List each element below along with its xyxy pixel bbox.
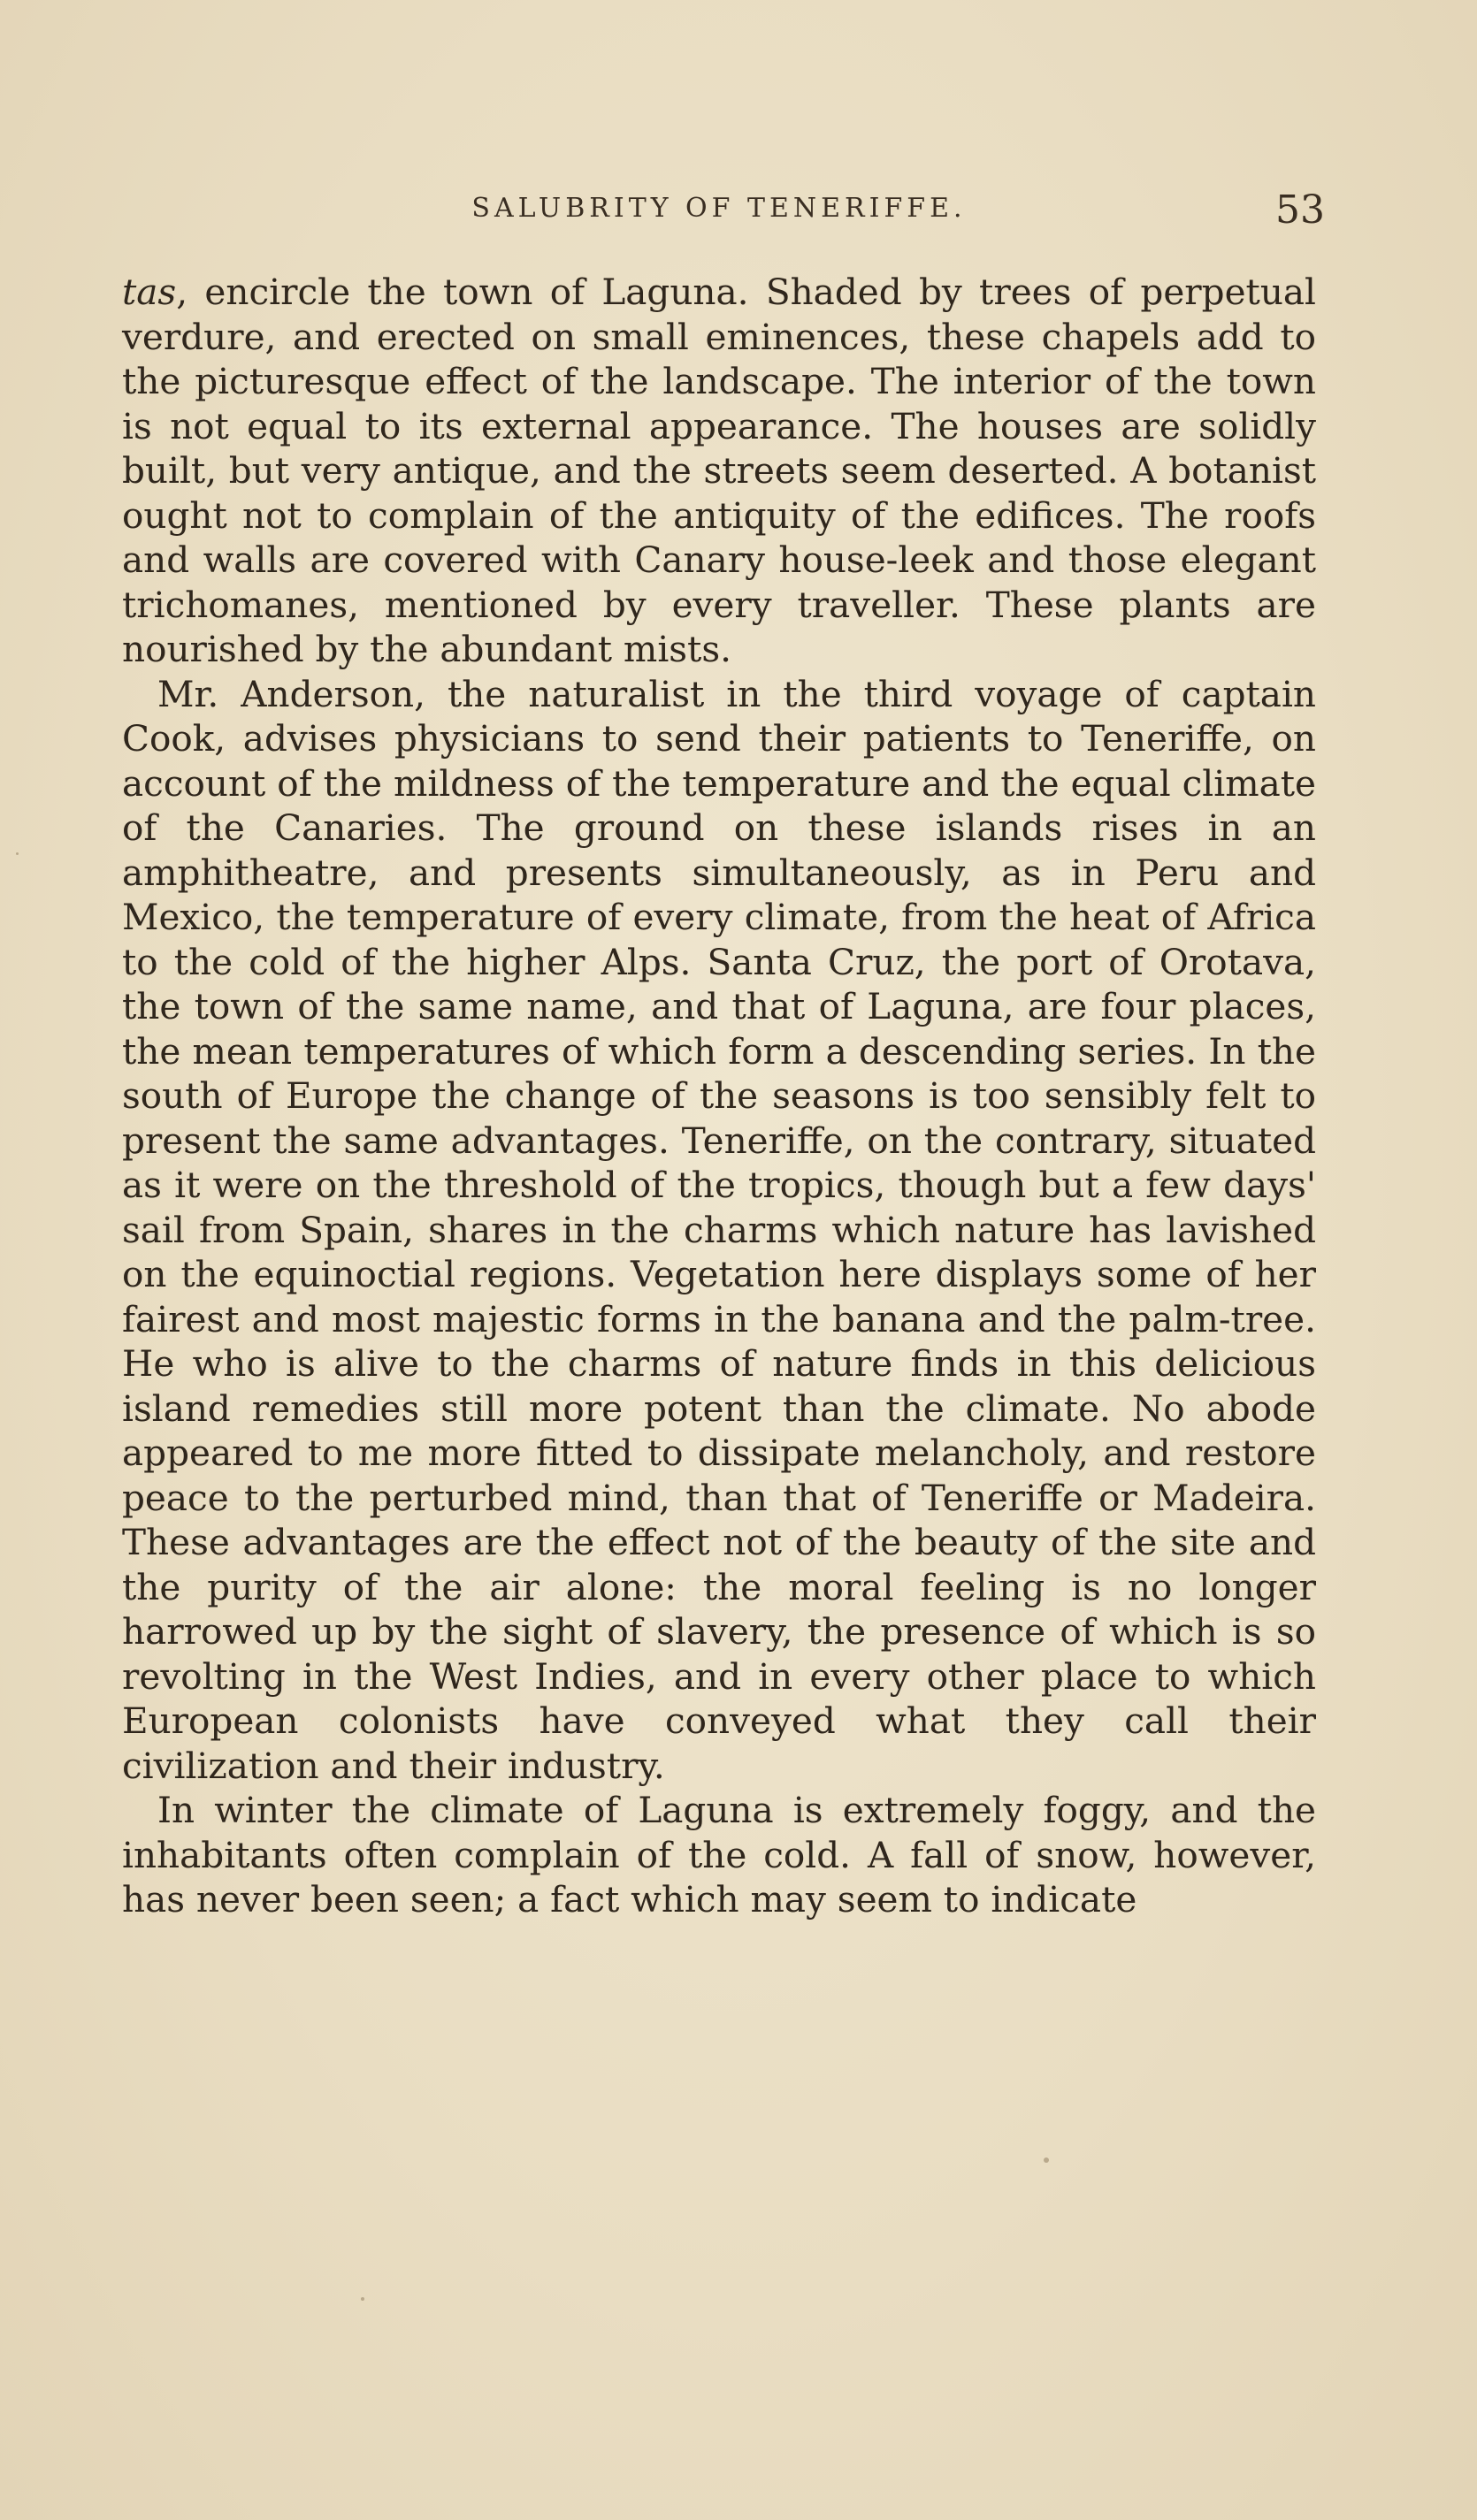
running-head (122, 187, 1325, 241)
paragraph-1-text: , encircle the town of Laguna. Shaded by trees of perpetual verdure, and erected on small eminences, these chapels add to the picturesque effect of the landscape. The interior of the town is not equal to its external appearance. The houses are solidly built, but very antique, and the streets seem deserted. A botanist ought not to complain of the antiquity of the edifices. The roofs and walls are covered with Canary house-leek and those elegant trichomanes, mentioned by every traveller. These plants are nourished by the abundant mists. (122, 271, 1316, 670)
paragraph-2: Mr. Anderson, the naturalist in the third voyage of captain Cook, advises physicians to send their patients to Teneriffe, on account of the mildness of the temperature and the equal climate of the Canaries. The ground on these islands rises in an amphitheatre, and presents simultaneously, as in Peru and Mexico, the temperature of every climate, from the heat of Africa to the cold of the higher Alps. Santa Cruz, the port of Orotava, the town of the same name, and that of Laguna, are four places, the mean temperatures of which form a descending series. In the south of Europe the change of the seasons is too sensibly felt to present the same advantages. Teneriffe, on the contrary, situated as it were on the threshold of the tropics, though but a few days' sail from Spain, shares in the charms which nature has lavished on the equinoctial regions. Vegetation here displays some of her fairest and most majestic forms in the banana and the palm-tree. He who is alive to the charms of nature finds in this delicious island remedies still more potent than the climate. No abode appeared to me more fitted to dissipate melancholy, and restore peace to the perturbed mind, than that of Teneriffe or Madeira. These advantages are the effect not of the beauty of the site and the purity of the air alone: the moral feeling is no longer harrowed up by the sight of slavery, the presence of which is so revolting in the West Indies, and in every other place to which European colonists have conveyed what they call their civilization and their industry. (122, 672, 1316, 1787)
paragraph-1-lead-italic: tas (122, 271, 177, 313)
paragraph-1 (122, 270, 1316, 672)
paper-speck (1044, 2157, 1049, 2163)
running-title: SALUBRITY OF TENERIFFE. (471, 193, 967, 224)
paper-speck (16, 852, 19, 855)
body-text (122, 270, 1316, 1922)
paper-speck (361, 2297, 364, 2301)
page-number: 53 (1275, 187, 1325, 233)
paragraph-3: In winter the climate of Laguna is extremely foggy, and the inhabitants often complain of the cold. A fall of snow, however, has never been seen; a fact which may seem to indicate (122, 1789, 1316, 1921)
